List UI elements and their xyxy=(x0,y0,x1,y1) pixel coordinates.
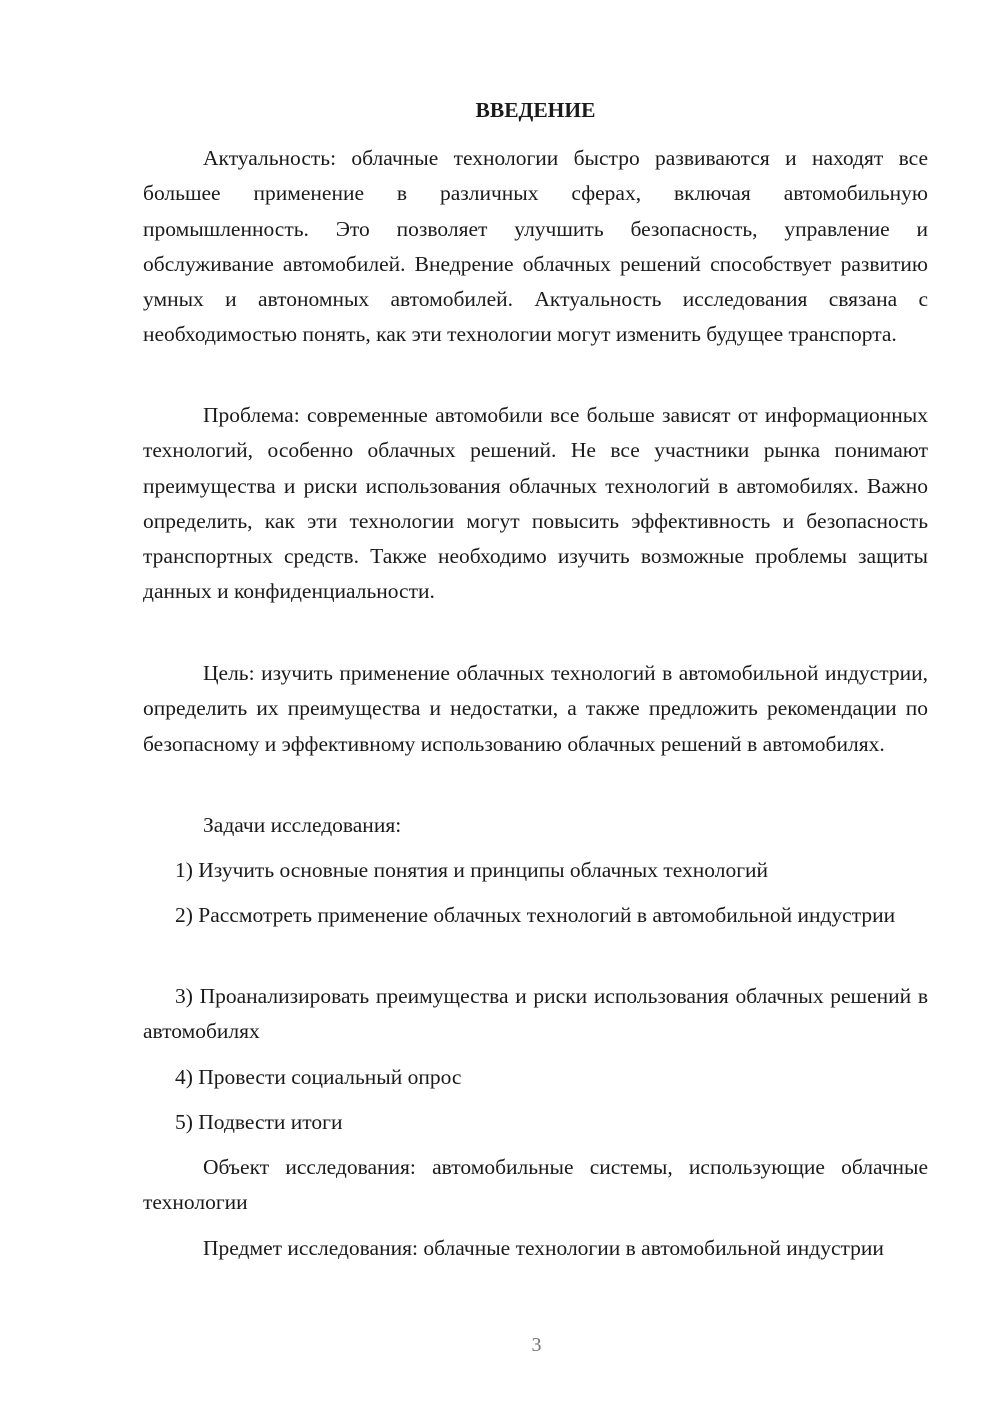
task-item-3: 3) Проанализировать преимущества и риски использования облачных решений в автомобилях xyxy=(143,984,928,1044)
section-heading: ВВЕДЕНИЕ xyxy=(475,98,596,122)
paragraph-object: Объект исследования: автомобильные системы, использующие облачные технологии xyxy=(143,1155,928,1215)
paragraph-relevance: Актуальность: облачные технологии быстро развиваются и находят все большее применение в различных сферах, включая автомобильную промышленность. Это позволяет улучшить безопасность, управление и обслуживание автомобилей. Внедрение облачных решений способствует развитию умных и автономных автомобилей. Актуальность исследования связана с необходимостью понять, как эти технологии могут изменить будущее транспорта. xyxy=(143,146,928,347)
page-number: 3 xyxy=(531,1334,542,1356)
task-item-1: 1) Изучить основные понятия и принципы облачных технологий xyxy=(175,858,769,882)
task-item-5: 5) Подвести итоги xyxy=(175,1110,343,1134)
paragraph-problem: Проблема: современные автомобили все больше зависят от информационных технологий, особенно облачных решений. Не все участники рынка понимают преимущества и риски использования облачных технологий в автомобилях. Важно определить, как эти технологии могут повысить эффективность и безопасность транспортных средств. Также необходимо изучить возможные проблемы защиты данных и конфиденциальности. xyxy=(143,403,928,604)
tasks-title: Задачи исследования: xyxy=(203,813,402,837)
paragraph-subject: Предмет исследования: облачные технологии в автомобильной индустрии xyxy=(203,1236,884,1260)
task-item-4: 4) Провести социальный опрос xyxy=(175,1065,462,1089)
task-item-2: 2) Рассмотреть применение облачных технологий в автомобильной индустрии xyxy=(175,903,896,927)
paragraph-goal: Цель: изучить применение облачных технологий в автомобильной индустрии, определить их преимущества и недостатки, а также предложить рекомендации по безопасному и эффективному использованию облачных решений в автомобилях. xyxy=(143,661,928,756)
